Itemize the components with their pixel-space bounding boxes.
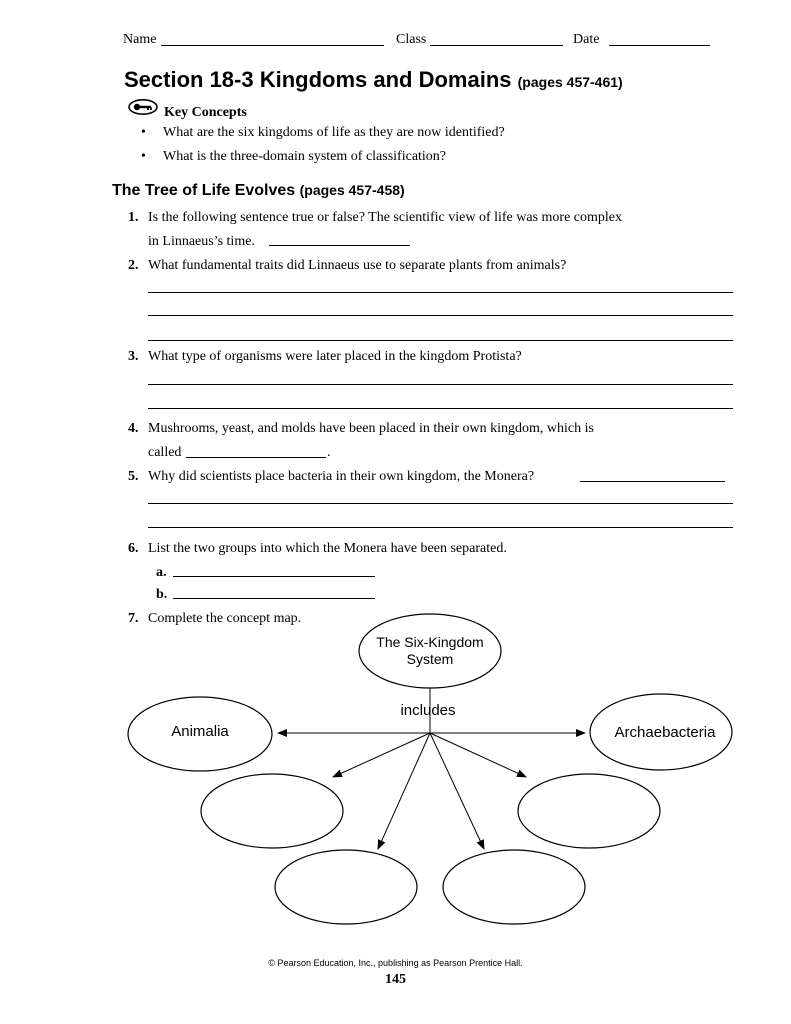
q4-period: . xyxy=(327,445,331,460)
key-concepts-heading: Key Concepts xyxy=(164,105,247,120)
key-concept-item: What are the six kingdoms of life as they are now identified? xyxy=(163,125,505,140)
q6-text: List the two groups into which the Monera have been separated. xyxy=(148,541,507,556)
q1-text-line1: Is the following sentence true or false? The scientific view of life was more complex xyxy=(148,210,623,225)
q5-number: 5. xyxy=(128,469,139,484)
q1-text-line2: in Linnaeus’s time. xyxy=(148,234,255,249)
q3-text: What type of organisms were later placed in the kingdom Protista? xyxy=(148,349,522,364)
blank-node-left[interactable] xyxy=(201,774,343,848)
key-concept-item: What is the three-domain system of classification? xyxy=(163,149,447,164)
q6-number: 6. xyxy=(128,541,139,556)
arrow-to-blank-right xyxy=(430,733,526,777)
blank-node-right[interactable] xyxy=(518,774,660,848)
q3-number: 3. xyxy=(128,349,139,364)
q2-number: 2. xyxy=(128,258,139,273)
bullet-icon: • xyxy=(141,125,146,140)
section-pages: (pages 457-461) xyxy=(517,74,623,90)
q1-number: 1. xyxy=(128,210,139,225)
q4-text-line2: called xyxy=(148,445,182,460)
date-label: Date xyxy=(573,32,600,47)
q7-text: Complete the concept map. xyxy=(148,611,302,626)
q4-text-line1: Mushrooms, yeast, and molds have been placed in their own kingdom, which is xyxy=(148,421,594,436)
arrow-to-blank-lower-left xyxy=(378,733,430,849)
center-node-label: The Six-Kingdom xyxy=(376,634,484,650)
arrow-to-blank-left xyxy=(333,733,430,777)
q4-number: 4. xyxy=(128,421,139,436)
section-title-text: Section 18-3 Kingdoms and Domains xyxy=(124,67,512,92)
arrow-to-blank-lower-right xyxy=(430,733,484,849)
q6-b-label: b. xyxy=(156,587,168,602)
animalia-label: Animalia xyxy=(171,723,229,740)
name-label: Name xyxy=(123,32,157,47)
q5-text: Why did scientists place bacteria in their own kingdom, the Monera? xyxy=(148,469,535,484)
page-number: 145 xyxy=(385,972,406,987)
q7-number: 7. xyxy=(128,611,139,626)
archaebacteria-label: Archaebacteria xyxy=(614,724,716,741)
bullet-icon: • xyxy=(141,149,146,164)
subsection-pages: (pages 457-458) xyxy=(299,182,405,198)
center-node-label: System xyxy=(406,651,454,667)
copyright: © Pearson Education, Inc., publishing as Pearson Prentice Hall. xyxy=(268,958,523,968)
class-label: Class xyxy=(396,32,427,47)
blank-node-lower-right[interactable] xyxy=(443,850,585,924)
link-label: includes xyxy=(400,702,456,719)
q2-text: What fundamental traits did Linnaeus use to separate plants from animals? xyxy=(148,258,567,273)
subsection-title-text: The Tree of Life Evolves xyxy=(112,182,296,199)
q6-a-label: a. xyxy=(156,565,167,580)
blank-node-lower-left[interactable] xyxy=(275,850,417,924)
